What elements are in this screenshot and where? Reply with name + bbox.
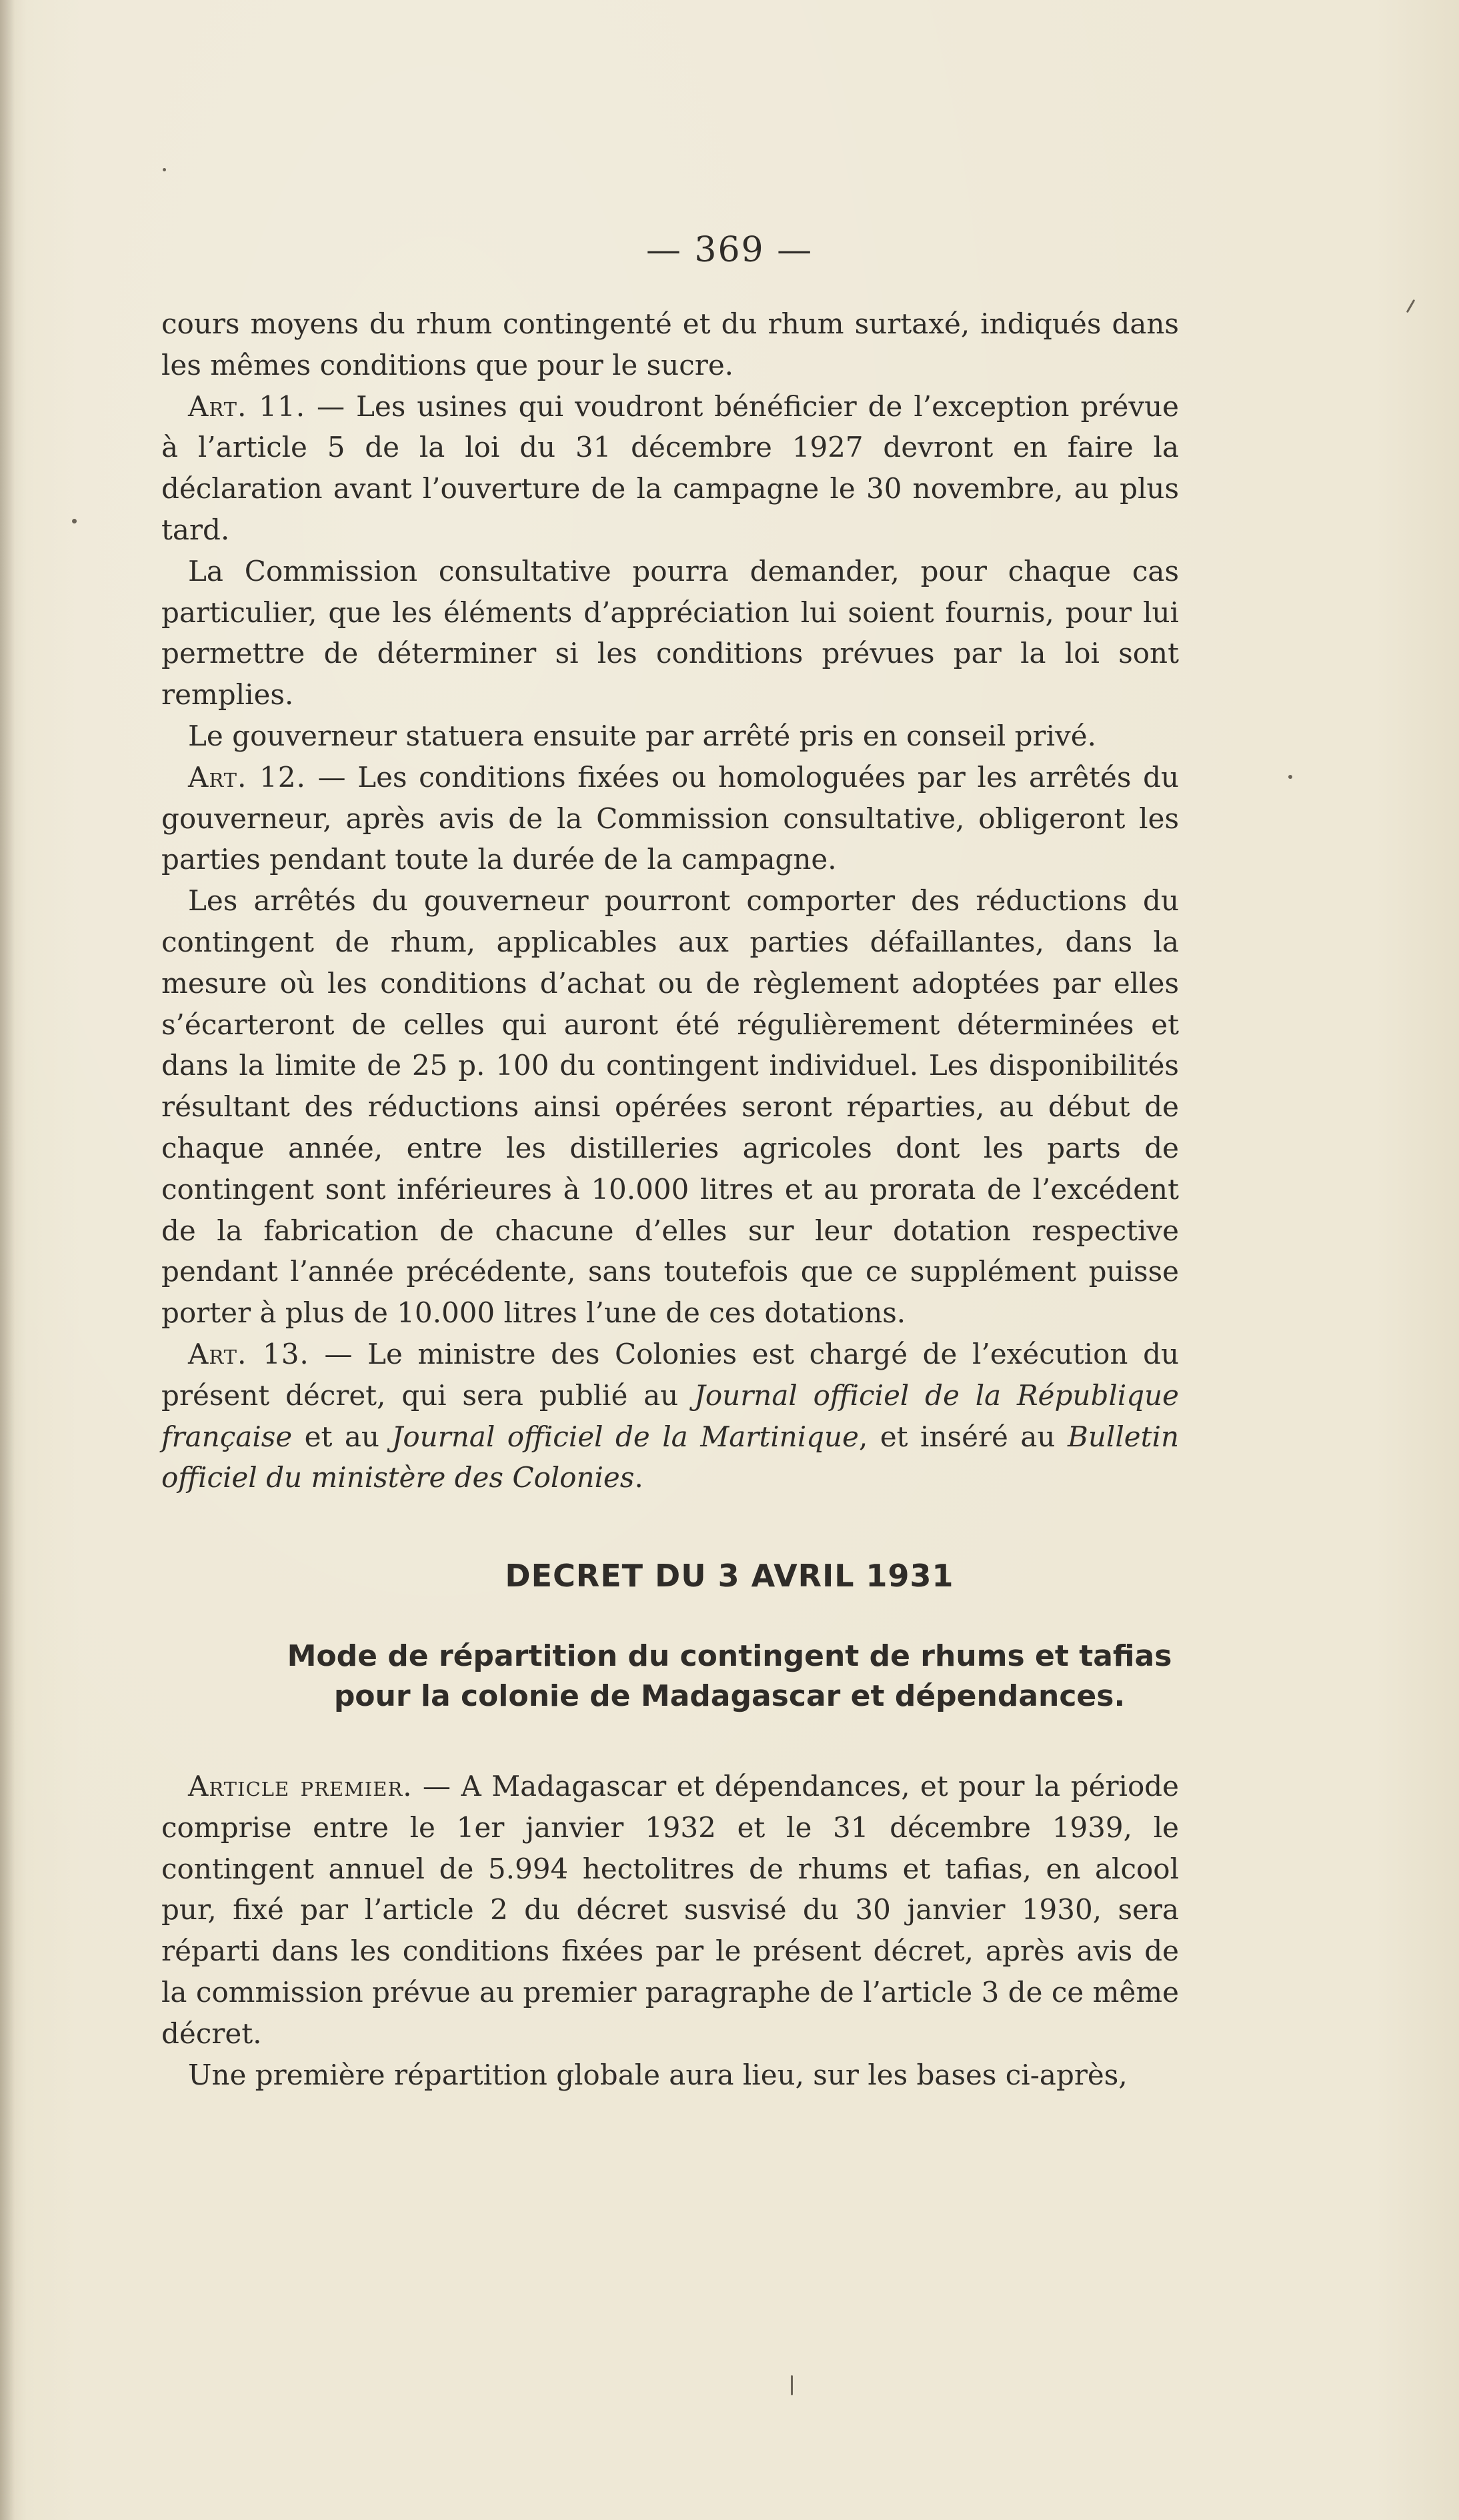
paragraph-cours-moyens: cours moyens du rhum contingenté et du rhum surtaxé, indiqués dans les mêmes conditions que pour le sucre.	[161, 307, 1179, 381]
article-text: — Les conditions fixées ou homologuées par les arrêtés du gouverneur, après avis de la Commission consultative, obligeront les parties pendant toute la durée de la campagne.	[161, 760, 1180, 876]
decree-title: DECRET DU 3 AVRIL 1931	[505, 1558, 954, 1594]
journal-title-martinique: Journal officiel de la Martinique	[391, 1420, 859, 1453]
speck-mark	[163, 168, 166, 171]
article-block-bottom	[161, 1766, 1179, 2095]
article-text: — Les usines qui voudront bénéficier de l’exception prévue à l’article 5 de la loi du 31 décembre 1927 devront en faire la déclaration avant l’ouverture de la campagne le 30 novembre, au plus tard.	[161, 389, 1179, 546]
paragraph-art-12	[161, 757, 1179, 880]
article-label: Art. 11.	[188, 389, 306, 423]
paragraph-commission: La Commission consultative pourra demander, pour chaque cas particulier, que les éléments d’appréciation lui soient fournis, pour lui permettre de déterminer si les conditions prévues par la loi sont remplies.	[161, 554, 1179, 712]
article-text: et au	[292, 1420, 392, 1453]
decree-subtitle	[0, 1636, 1459, 1716]
article-text: — Le ministre des Colonies est chargé de l’exécution du présent décret, qui sera publié au	[161, 1337, 1180, 1412]
article-text: — A Madagascar et dépendances, et pour la période comprise entre le 1er janvier 1932 et le 31 décembre 1939, le contingent annuel de 5.994 hectolitres de rhums et tafias, en alcool pur, fixé par l’article 2 du décret susvisé du 30 janvier 1930, sera réparti dans les conditions fixées par le présent décret, après avis de la commission prévue au premier paragraphe de l’article 3 de ce même décret.	[161, 1770, 1179, 2050]
paragraph-gouverneur: Le gouverneur statuera ensuite par arrêté pris en conseil privé.	[188, 719, 1096, 752]
binding-shadow	[0, 0, 15, 2520]
speck-mark	[1406, 299, 1416, 313]
article-text: , et inséré au	[858, 1420, 1068, 1453]
decree-subtitle-line-1: Mode de répartition du contingent de rhums et tafias	[287, 1639, 1172, 1673]
speck-mark	[1288, 775, 1292, 779]
article-label: Article premier.	[188, 1770, 413, 1802]
journal-title-france: Journal officiel de la République française	[161, 1378, 1179, 1453]
article-text: .	[634, 1461, 643, 1494]
paragraph-art-13	[161, 1334, 1179, 1498]
speck-mark	[72, 519, 77, 523]
paragraph-premiere-repartition: Une première répartition globale aura lieu, sur les bases ci-après,	[188, 2058, 1128, 2091]
paragraph-article-premier	[161, 1766, 1179, 2055]
bulletin-title: Bulletin officiel du ministère des Colonies	[161, 1420, 1179, 1494]
decree-subtitle-line-2: pour la colonie de Madagascar et dépendances.	[333, 1679, 1126, 1713]
article-label: Art. 12.	[188, 760, 306, 794]
article-block-top	[161, 303, 1179, 1498]
speck-mark	[791, 2375, 793, 2395]
paragraph-art-11	[161, 386, 1179, 551]
paragraph-arretes: Les arrêtés du gouverneur pourront comporter des réductions du contingent de rhum, applicables aux parties défaillantes, dans la mesure où les conditions d’achat ou de règlement adoptées par elles s’écarteront de celles qui auront été régulièrement déterminées et dans la limite de 25 p. 100 du contingent individuel. Les disponibilités résultant des réductions ainsi opérées seront réparties, au début de chaque année, entre les distilleries agricoles dont les parts de contingent sont inférieures à 10.000 litres et au prorata de l’excédent de la fabrication de chacune d’elles sur leur dotation respective pendant l’année précédente, sans toutefois que ce supplément puisse porter à plus de 10.000 litres l’une de ces dotations.	[161, 884, 1179, 1330]
page-number: — 369 —	[645, 230, 814, 270]
article-label: Art. 13.	[188, 1337, 309, 1370]
